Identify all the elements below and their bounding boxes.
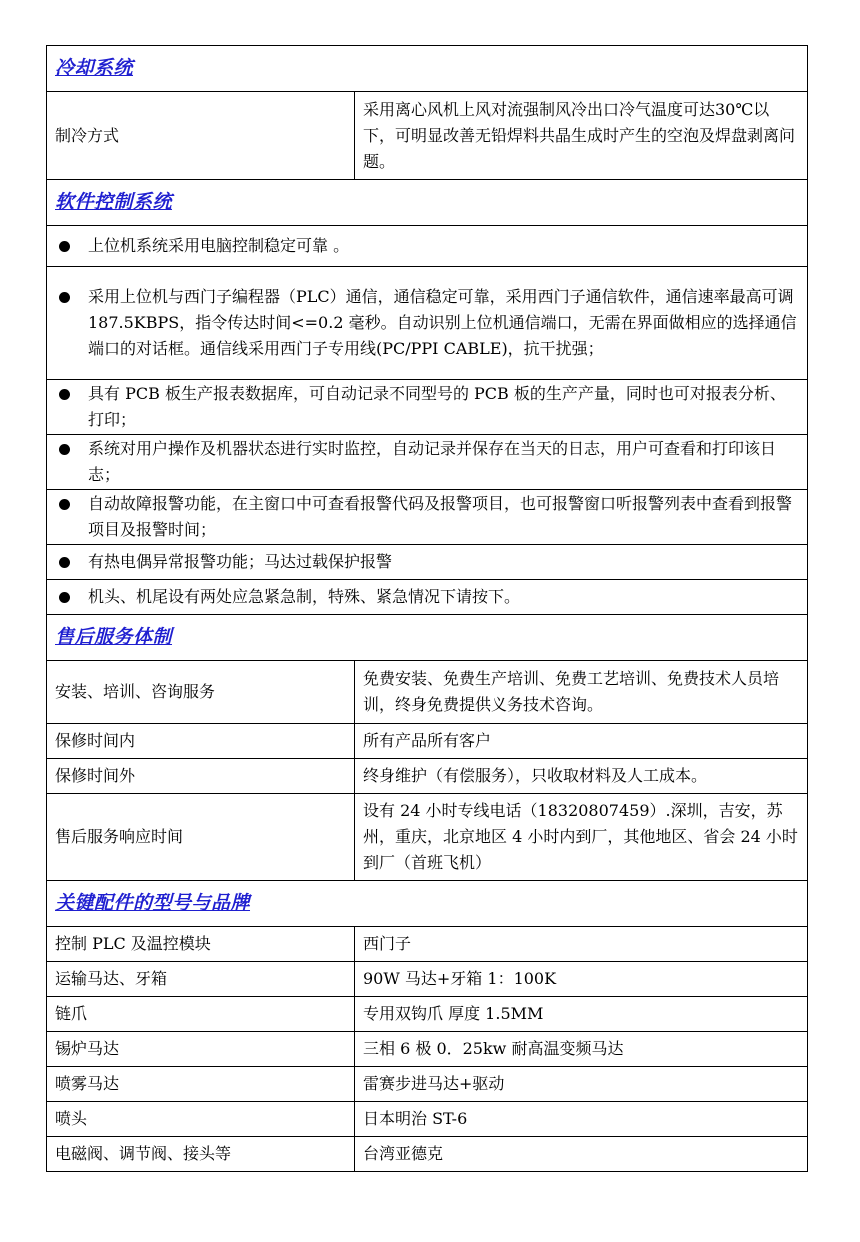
service-value: 设有 24 小时专线电话（18320807459）.深圳，吉安，苏州，重庆，北京地区 4 小时内到厂，其他地区、省会 24 小时到厂（首班飞机） (355, 794, 808, 881)
bullet-text: 机头、机尾设有两处应急紧急制，特殊、紧急情况下请按下。 (88, 587, 521, 606)
section-header-service (47, 615, 808, 661)
parts-key: 控制 PLC 及温控模块 (47, 927, 355, 962)
bullet-text: 具有 PCB 板生产报表数据库，可自动记录不同型号的 PCB 板的生产产量，同时也可对报表分析、打印； (88, 384, 786, 429)
service-value: 终身维护（有偿服务），只收取材料及人工成本。 (355, 759, 808, 794)
parts-row (47, 1032, 808, 1067)
parts-key: 喷雾马达 (47, 1067, 355, 1102)
spec-sheet (46, 45, 807, 1172)
bullet-dot-icon (59, 499, 70, 510)
bullet-text: 有热电偶异常报警功能；马达过载保护报警 (88, 552, 393, 571)
service-row (47, 794, 808, 881)
parts-row (47, 1137, 808, 1172)
bullet-dot-icon (59, 389, 70, 400)
bullet-row (47, 267, 808, 380)
bullet-text: 系统对用户操作及机器状态进行实时监控，自动记录并保存在当天的日志，用户可查看和打印该日志； (88, 439, 777, 484)
spec-table (46, 45, 808, 1172)
bullet-row (47, 490, 808, 545)
parts-row (47, 1102, 808, 1137)
section-header-cooling (47, 46, 808, 92)
section-header-software (47, 180, 808, 226)
bullet-dot-icon (59, 557, 70, 568)
cooling-row (47, 92, 808, 180)
bullet-row (47, 580, 808, 615)
service-row (47, 661, 808, 724)
parts-value: 雷赛步进马达+驱动 (355, 1067, 808, 1102)
parts-key: 链爪 (47, 997, 355, 1032)
parts-value: 西门子 (355, 927, 808, 962)
section-title-parts: 关键配件的型号与品牌 (55, 892, 251, 914)
parts-key: 喷头 (47, 1102, 355, 1137)
service-row (47, 759, 808, 794)
section-header-parts (47, 881, 808, 927)
parts-value: 日本明治 ST-6 (355, 1102, 808, 1137)
cooling-key: 制冷方式 (47, 92, 355, 180)
bullet-dot-icon (59, 592, 70, 603)
section-title-software: 软件控制系统 (55, 191, 173, 213)
bullet-row (47, 545, 808, 580)
service-value: 免费安装、免费生产培训、免费工艺培训、免费技术人员培训，终身免费提供义务技术咨询。 (355, 661, 808, 724)
parts-value: 三相 6 极 0．25kw 耐高温变频马达 (355, 1032, 808, 1067)
section-title-service: 售后服务体制 (55, 626, 173, 648)
bullet-text: 采用上位机与西门子编程器（PLC）通信，通信稳定可靠，采用西门子通信软件，通信速率最高可调 187.5KBPS，指令传达时间<=0.2 毫秒。自动识别上位机通信端口，无需在界面做相应的选择通信端口的对话框。通信线采用西门子专用线(PC/PPI CABLE)，抗干扰强； (88, 287, 797, 358)
parts-value: 专用双钩爪 厚度 1.5MM (355, 997, 808, 1032)
bullet-dot-icon (59, 444, 70, 455)
parts-row (47, 962, 808, 997)
parts-value: 90W 马达+牙箱 1：100K (355, 962, 808, 997)
service-key: 售后服务响应时间 (47, 794, 355, 881)
bullet-text: 自动故障报警功能，在主窗口中可查看报警代码及报警项目，也可报警窗口听报警列表中查看到报警项目及报警时间； (88, 494, 793, 539)
bullet-row (47, 435, 808, 490)
service-row (47, 724, 808, 759)
bullet-text: 上位机系统采用电脑控制稳定可靠 。 (88, 236, 350, 255)
parts-key: 电磁阀、调节阀、接头等 (47, 1137, 355, 1172)
parts-row (47, 927, 808, 962)
service-value: 所有产品所有客户 (355, 724, 808, 759)
bullet-row (47, 226, 808, 267)
service-key: 保修时间外 (47, 759, 355, 794)
parts-row (47, 1067, 808, 1102)
bullet-dot-icon (59, 241, 70, 252)
section-title-cooling: 冷却系统 (55, 57, 134, 79)
service-key: 安装、培训、咨询服务 (47, 661, 355, 724)
parts-row (47, 997, 808, 1032)
service-key: 保修时间内 (47, 724, 355, 759)
cooling-value: 采用离心风机上风对流强制风冷出口冷气温度可达30℃以下，可明显改善无铅焊料共晶生成时产生的空泡及焊盘剥离问题。 (355, 92, 808, 180)
parts-key: 锡炉马达 (47, 1032, 355, 1067)
bullet-row (47, 380, 808, 435)
bullet-dot-icon (59, 292, 70, 303)
parts-value: 台湾亚德克 (355, 1137, 808, 1172)
parts-key: 运输马达、牙箱 (47, 962, 355, 997)
